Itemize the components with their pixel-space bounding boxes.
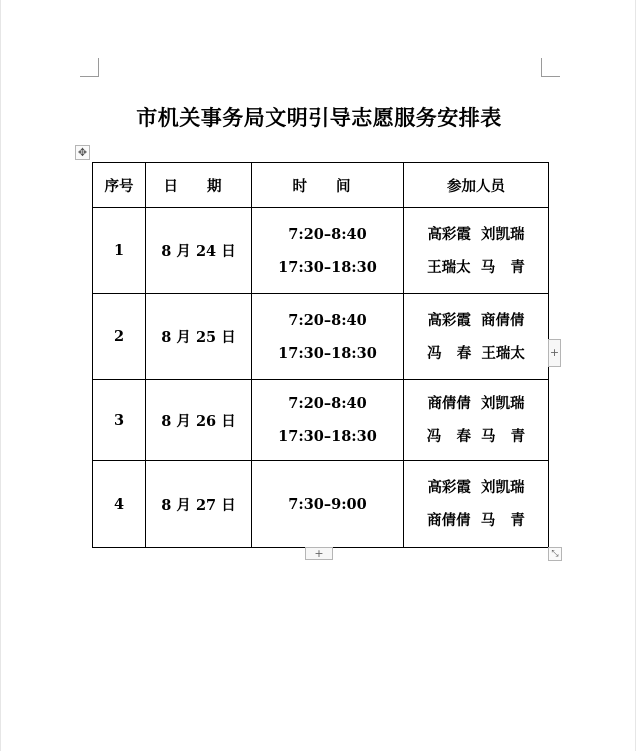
cell-seq[interactable]: 4 <box>93 461 146 548</box>
time-slot: 17:30–18:30 <box>278 428 377 445</box>
cell-members[interactable] <box>404 380 549 461</box>
header-time[interactable] <box>252 163 404 208</box>
header-members[interactable]: 参加人员 <box>404 163 549 208</box>
members-line: 商倩倩 马 青 <box>427 512 525 529</box>
cell-time[interactable] <box>252 461 404 548</box>
header-seq[interactable]: 序号 <box>93 163 146 208</box>
cell-date[interactable]: 8 月 26 日 <box>146 380 252 461</box>
header-date-label: 日 期 <box>163 177 234 195</box>
cell-date[interactable]: 8 月 27 日 <box>146 461 252 548</box>
cell-date[interactable]: 8 月 24 日 <box>146 208 252 294</box>
schedule-table <box>92 162 549 548</box>
crop-mark-top-left <box>80 58 99 77</box>
table-row <box>93 208 549 294</box>
table-move-handle-icon[interactable]: ✥ <box>75 145 90 160</box>
members-line: 冯 春 马 青 <box>426 428 526 445</box>
members-line: 冯 春 王瑞太 <box>427 344 525 362</box>
table-row <box>93 294 549 380</box>
cell-seq[interactable]: 3 <box>93 380 146 461</box>
cell-seq[interactable]: 2 <box>93 294 146 380</box>
table-row <box>93 461 549 548</box>
members-line: 高彩霞 刘凯瑞 <box>427 479 525 496</box>
time-slot: 7:20–8:40 <box>288 311 367 329</box>
cell-seq[interactable]: 1 <box>93 208 146 294</box>
table-resize-icon[interactable]: ⤡ <box>548 547 562 561</box>
table-row <box>93 380 549 461</box>
cell-time[interactable] <box>252 208 404 294</box>
time-slot: 7:20–8:40 <box>288 225 367 243</box>
time-slot: 17:30–18:30 <box>278 344 377 362</box>
members-line: 高彩霞 刘凯瑞 <box>427 225 525 243</box>
header-date[interactable] <box>146 163 252 208</box>
add-row-button[interactable]: + <box>305 547 333 560</box>
header-row <box>93 163 549 208</box>
cell-time[interactable] <box>252 380 404 461</box>
cell-members[interactable] <box>404 208 549 294</box>
add-column-button[interactable]: + <box>548 339 561 367</box>
cell-members[interactable] <box>404 294 549 380</box>
time-slot: 17:30–18:30 <box>278 258 377 276</box>
cell-members[interactable] <box>404 461 549 548</box>
members-line: 高彩霞 商倩倩 <box>427 311 525 329</box>
document-title: 市机关事务局文明引导志愿服务安排表 <box>136 105 502 130</box>
members-line: 商倩倩 刘凯瑞 <box>427 395 525 412</box>
cell-time[interactable] <box>252 294 404 380</box>
time-slot: 7:30–9:00 <box>288 495 367 513</box>
members-line: 王瑞太 马 青 <box>427 258 525 276</box>
crop-mark-top-right <box>541 58 560 77</box>
time-slot: 7:20–8:40 <box>288 395 367 412</box>
cell-date[interactable]: 8 月 25 日 <box>146 294 252 380</box>
header-time-label: 时 间 <box>292 177 363 195</box>
